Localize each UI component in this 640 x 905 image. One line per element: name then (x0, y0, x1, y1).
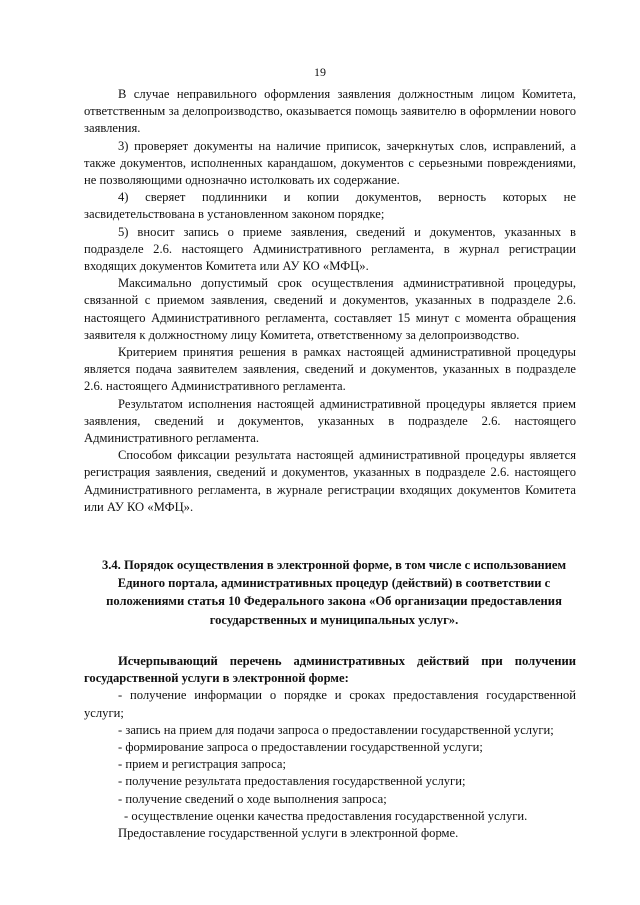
paragraph: Критерием принятия решения в рамках настоящей административной процедуры является подача заявителем заявления, сведений и документов, указанных в подразделе 2.6. настоящего Административного регламента. (84, 345, 576, 394)
list-item: - осуществление оценки качества предоставления государственной услуги. (84, 808, 576, 825)
closing-paragraph: Предоставление государственной услуги в электронной форме. (118, 825, 459, 840)
list-intro-text: Исчерпывающий перечень административных действий при получении государственной услуги в электронной форме: (84, 653, 576, 686)
paragraph: В случае неправильного оформления заявления должностным лицом Комитета, ответственным за делопроизводство, оказывается помощь заявителю в оформлении нового заявления. (84, 87, 576, 136)
list-item: - запись на прием для подачи запроса о предоставлении государственной услуги; (84, 722, 576, 739)
paragraph: Результатом исполнения настоящей административной процедуры является прием заявления, сведений и документов, указанных в подразделе 2.6. настоящего Административного регламента. (84, 396, 576, 446)
paragraph: 3) проверяет документы на наличие приписок, зачеркнутых слов, исправлений, а также документов, исполненных карандашом, документов с серьезными повреждениями, не позволяющими однозначно истолковать их содержание. (84, 138, 576, 188)
list-item: - формирование запроса о предоставлении государственной услуги; (84, 739, 576, 756)
paragraph: Максимально допустимый срок осуществления административной процедуры, связанной с приемом заявления, сведений и документов, указанных в подразделе 2.6. настоящего Административного регламента, составляет 15 минут с момента обращения заявителя к должностному лицу Комитета, ответственному за делопроизводство. (84, 276, 576, 342)
paragraph: Способом фиксации результата настоящей административной процедуры является регистрация заявления, сведений и документов, указанных в подразделе 2.6. настоящего Административного регламента, в журнале регистрации входящих документов Комитета или АУ КО «МФЦ». (84, 448, 576, 514)
list-intro (84, 653, 576, 687)
list-item: - прием и регистрация запроса; (84, 756, 576, 773)
list-item: - получение результата предоставления государственной услуги; (84, 773, 576, 790)
section-heading: 3.4. Порядок осуществления в электронной форме, в том числе с использованием Единого портала, административных процедур (действий) в соответствии с положениями статья 10 Федерального закона «Об организации предоставления государственных и муниципальных услуг». (101, 558, 567, 627)
paragraph: 5) вносит запись о приеме заявления, сведений и документов, указанных в подразделе 2.6. настоящего Административного регламента, в журнал регистрации входящих документов Комитета или АУ КО «МФЦ». (84, 224, 576, 274)
list-item: - получение информации о порядке и сроках предоставления государственной услуги; (84, 687, 576, 721)
list-item: - получение сведений о ходе выполнения запроса; (84, 791, 576, 808)
actions-list (84, 687, 576, 825)
page-number: 19 (314, 65, 326, 79)
page-body (84, 86, 576, 842)
paragraph: 4) сверяет подлинники и копии документов, верность которых не засвидетельствована в установленном законом порядке; (84, 190, 576, 222)
